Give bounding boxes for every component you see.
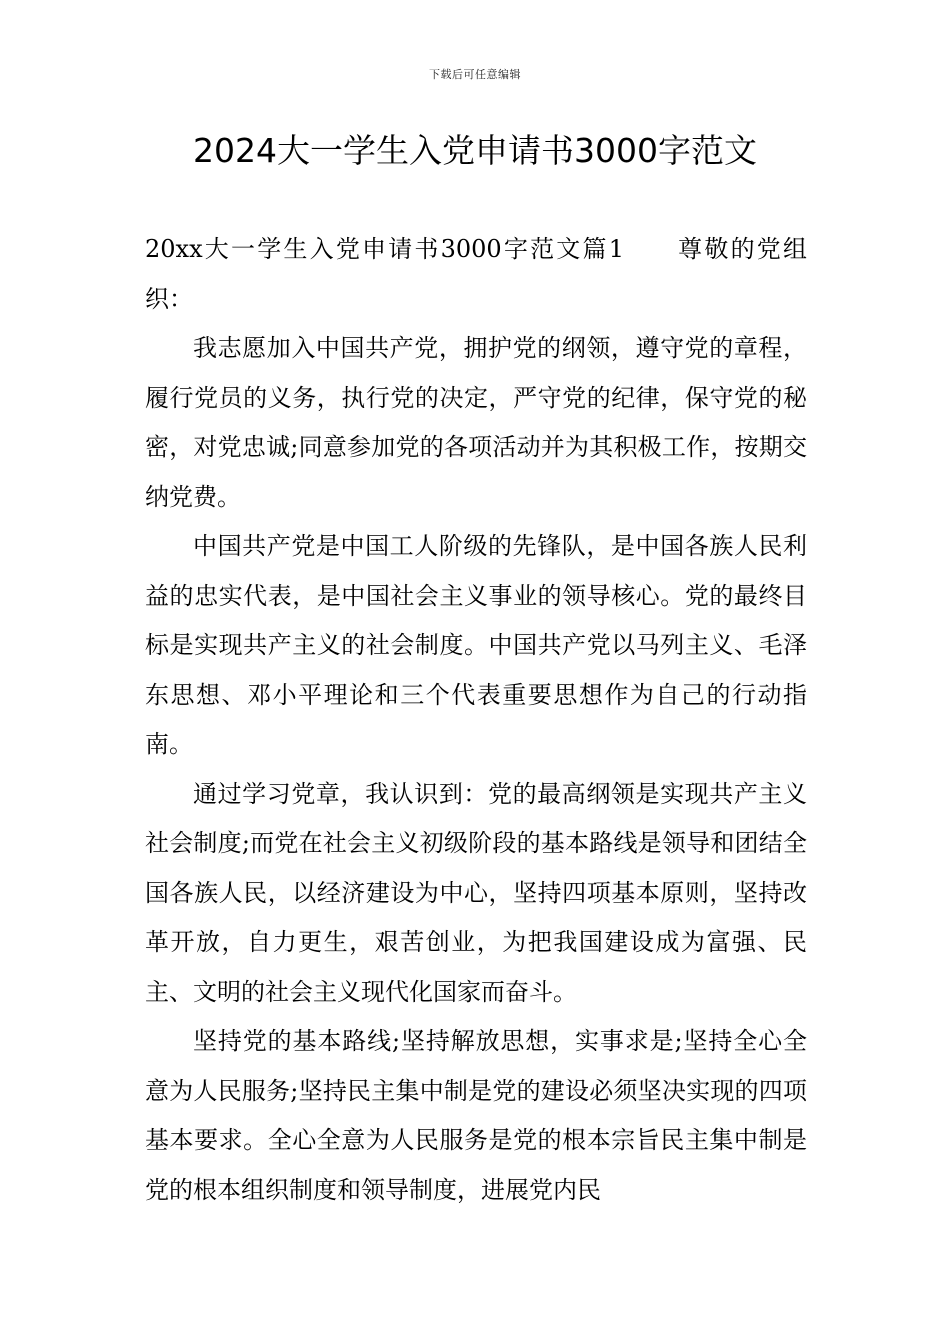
salutation: 尊敬的党组织： bbox=[145, 235, 807, 313]
paragraph-2: 中国共产党是中国工人阶级的先锋队，是中国各族人民利益的忠实代表，是中国社会主义事业的领导核心。党的最终目标是实现共产主义的社会制度。中国共产党以马列主义、毛泽东思想、邓小平理论和三个代表重要思想作为自己的行动指南。 bbox=[145, 532, 807, 758]
paragraph-1: 我志愿加入中国共产党，拥护党的纲领，遵守党的章程，履行党员的义务，执行党的决定，严守党的纪律，保守党的秘密，对党忠诚;同意参加党的各项活动并为其积极工作，按期交纳党费。 bbox=[145, 334, 807, 511]
paragraph-3: 通过学习党章，我认识到：党的最高纲领是实现共产主义社会制度;而党在社会主义初级阶段的基本路线是领导和团结全国各族人民，以经济建设为中心，坚持四项基本原则，坚持改革开放，自力更生，艰苦创业，为把我国建设成为富强、民主、文明的社会主义现代化国家而奋斗。 bbox=[145, 779, 807, 1006]
opening-line bbox=[145, 225, 807, 324]
document-subtitle: 20xx大一学生入党申请书3000字范文篇1 bbox=[145, 235, 624, 263]
paragraph-4: 坚持党的基本路线;坚持解放思想，实事求是;坚持全心全意为人民服务;坚持民主集中制是党的建设必须坚决实现的四项基本要求。全心全意为人民服务是党的根本宗旨民主集中制是党的根本组织制度和领导制度，进展党内民 bbox=[145, 1027, 807, 1204]
document-title: 2024大一学生入党申请书3000字范文 bbox=[193, 131, 757, 170]
header-note: 下载后可任意编辑 bbox=[429, 68, 521, 81]
document-body bbox=[145, 225, 807, 1215]
